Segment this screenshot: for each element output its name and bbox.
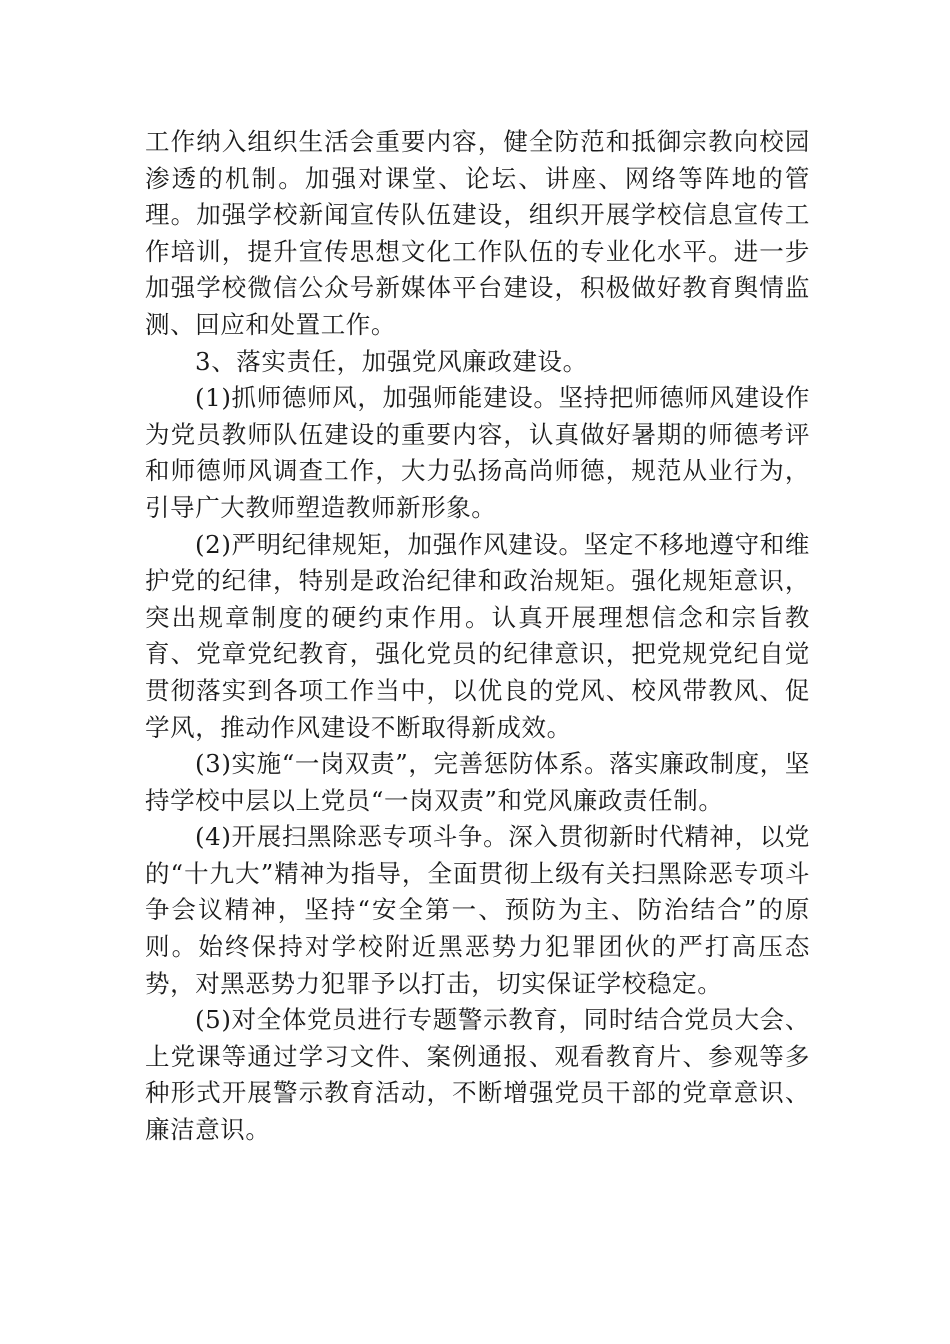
- paragraph-item-2: (2)严明纪律规矩，加强作风建设。坚定不移地遵守和维护党的纪律，特别是政治纪律和政治规矩。强化规矩意识，突出规章制度的硬约束作用。认真开展理想信念和宗旨教育、党章党纪教育，强化党员的纪律意识，把党规党纪自觉贯彻落实到各项工作当中，以优良的党风、校风带教风、促学风，推动作风建设不断取得新成效。: [145, 529, 810, 742]
- paragraph-item-4: (4)开展扫黑除恶专项斗争。深入贯彻新时代精神，以党的“十九大”精神为指导，全面贯彻上级有关扫黑除恶专项斗争会议精神，坚持“安全第一、预防为主、防治结合”的原则。始终保持对学校附近黑恶势力犯罪团伙的严打高压态势，对黑恶势力犯罪予以打击，切实保证学校稳定。: [145, 822, 810, 998]
- paragraph-item-1: (1)抓师德师风，加强师能建设。坚持把师德师风建设作为党员教师队伍建设的重要内容，认真做好暑期的师德考评和师德师风调查工作，大力弘扬高尚师德，规范从业行为，引导广大教师塑造教师新形象。: [145, 383, 810, 522]
- paragraph-item-3: (3)实施“一岗双责”，完善惩防体系。落实廉政制度，坚持学校中层以上党员“一岗双责”和党风廉政责任制。: [145, 749, 810, 815]
- paragraph-continuation: 工作纳入组织生活会重要内容，健全防范和抵御宗教向校园渗透的机制。加强对课堂、论坛、讲座、网络等阵地的管理。加强学校新闻宣传队伍建设，组织开展学校信息宣传工作培训，提升宣传思想文化工作队伍的专业化水平。进一步加强学校微信公众号新媒体平台建设，积极做好教育舆情监测、回应和处置工作。: [145, 127, 810, 339]
- document-body: [145, 124, 810, 1149]
- paragraph-item-5: (5)对全体党员进行专题警示教育，同时结合党员大会、上党课等通过学习文件、案例通报、观看教育片、参观等多种形式开展警示教育活动，不断增强党员干部的党章意识、廉洁意识。: [145, 1005, 810, 1145]
- section-heading-3: 3、落实责任，加强党风廉政建设。: [195, 346, 588, 376]
